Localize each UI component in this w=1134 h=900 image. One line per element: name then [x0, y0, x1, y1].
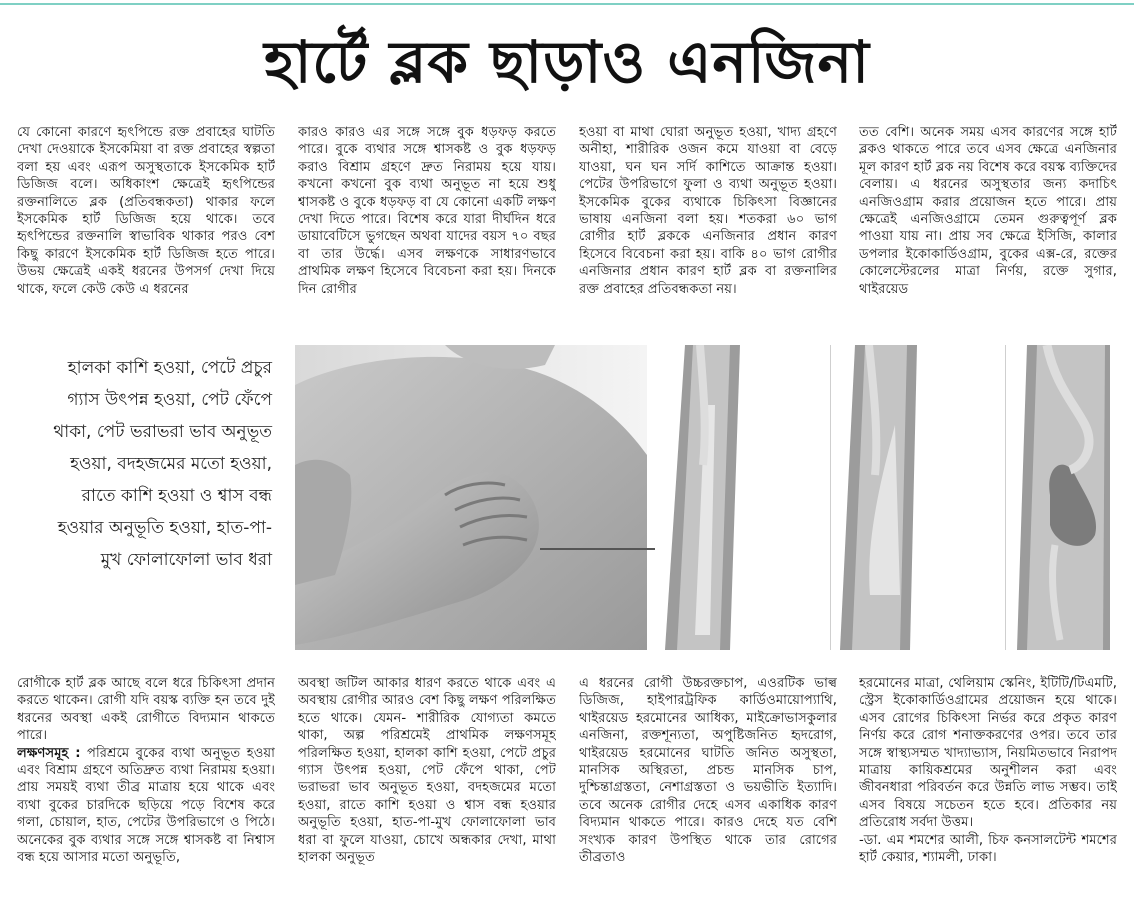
chest-pain-illustration	[295, 345, 647, 650]
article-paragraph: অবস্থা জটিল আকার ধারণ করতে থাকে এবং এ অবস্থায় রোগীর আরও বেশ কিছু লক্ষণ পরিলক্ষিত হতে থাকে। যেমন- শারীরিক যোগ্যতা কমতে থাকা, অল্প পরিশ্রমেই প্রাথমিক লক্ষণসমূহ পরিলক্ষিত হওয়া, হালকা কাশি হওয়া, পেটে প্রচুর গ্যাস উৎপন্ন হওয়া, পেট ফেঁপে থাকা, পেট ভরাভরা ভাব অনুভূত হওয়া, বদহজমের মতো হওয়া, রাতে কাশি হওয়া ও শ্বাস বন্ধ হওয়ার অনুভূতি হওয়া, হাত-পা-মুখ ফোলাফোলা ভাব ধরা বা ফুলে যাওয়া, চোখে অন্ধকার দেখা, মাথা হালকা অনুভূত	[298, 676, 556, 866]
article-paragraph: হরমোনের মাত্রা, থেলিয়াম স্কেনিং, ইটিটি/টিএমটি, স্ট্রেস ইকোকার্ডিওগ্রামের প্রয়োজন হয়ে থাকে। এসব রোগের চিকিৎসা নির্ভর করে প্রকৃত কারণ নির্ণয় করে রোগ শনাক্তকরণের ওপর। তবে তার সঙ্গে স্বাস্থ্যসম্মত খাদ্যাভ্যাস, নিয়মিতভাবে নিরাপদ মাত্রায় কায়িকশ্রমের অনুশীলন করা এবং জীবনধারা পরিবর্তন করে উন্নতি লাভ সম্ভব। তাই এসব বিষয়ে সচেতন হতে হবে। প্রতিকার নয় প্রতিরোধ সর্বদা উত্তম।	[859, 676, 1117, 831]
article-column-3	[579, 124, 837, 322]
article-column-5	[17, 675, 275, 893]
byline: -ডা. এম শমশের আলী, চিফ কনসালটেন্ট শমশের হার্ট কেয়ার, শ্যামলী, ঢাকা।	[859, 832, 1117, 866]
artery-blocked	[1017, 345, 1110, 650]
article-column-2	[298, 124, 556, 322]
article-column-6	[298, 675, 556, 893]
article-column-7	[579, 675, 837, 893]
artery-illustrations	[655, 345, 1117, 650]
article-paragraph: যে কোনো কারণে হৃৎপিন্ডে রক্ত প্রবাহের ঘাটতি দেখা দেওয়াকে ইসকেমিয়া বা রক্ত প্রবাহের স্বল্পতা বলা হয় এবং এরূপ অসুস্থতাকে ইসকেমিক হার্ট ডিজিজ বলে। অধিকাংশ ক্ষেত্রেই হৃৎপিন্ডের রক্তনালিতে ব্লক (প্রতিবন্ধকতা) থাকার ফলে ইসকেমিক হার্ট ডিজিজ হয়ে থাকে। তবে হৃৎপিন্ডের রক্তনালি স্বাভাবিক থাকার পরও বেশ কিছু কারণে ইসকেমিক হার্ট ডিজিজ হতে পারে। উভয় ক্ষেত্রেই একই ধরনের উপসর্গ দেখা দিয়ে থাকে, ফলে কেউ কেউ এ ধরনের	[17, 125, 275, 297]
article-paragraph: কারও কারও এর সঙ্গে সঙ্গে বুক ধড়ফড় করতে পারে। বুকে ব্যথার সঙ্গে শ্বাসকষ্ট ও বুক ধড়ফড় করাও বিশ্রাম গ্রহণে দ্রুত নিরাময় হয়ে যায়। কখনো কখনো বুক ব্যথা অনুভূত না হয়ে শুধু শ্বাসকষ্ট ও বুকে ধড়ফড় বা যে কোনো একটি লক্ষণ দেখা দিতে পারে। বিশেষ করে যারা দীর্ঘদিন ধরে ডায়াবেটিসে ভুগছেন অথবা যাদের বয়স ৭০ বছর বা তার উর্দ্ধে। এসব লক্ষণকে সাধারণভাবে প্রাথমিক লক্ষণ হিসেবে বিবেচনা করা হয়। দিনকে দিন রোগীর	[298, 125, 556, 297]
top-rule	[0, 3, 1134, 5]
pull-quote: হালকা কাশি হওয়া, পেটে প্রচুর গ্যাস উৎপন্ন হওয়া, পেট ফেঁপে থাকা, পেট ভরাভরা ভাব অনুভূত হওয়া, বদহজমের মতো হওয়া, রাতে কাশি হওয়া ও শ্বাস বন্ধ হওয়ার অনুভূতি হওয়া, হাত-পা-মুখ ফোলাফোলা ভাব ধরা	[53, 358, 272, 570]
article-paragraph: হওয়া বা মাথা ঘোরা অনুভূত হওয়া, খাদ্য গ্রহণে অনীহা, শারীরিক ওজন কমে যাওয়া বা বেড়ে যাওয়া, ঘন ঘন সর্দি কাশিতে আক্রান্ত হওয়া। পেটের উপরিভাগে ফুলা ও ব্যথা অনুভূত হওয়া। ইসকেমিক বুকের ব্যথাকে চিকিৎসা বিজ্ঞানের ভাষায় এনজিনা বলা হয়। শতকরা ৬০ ভাগ রোগীর হার্ট ব্লককে এনজিনার প্রধান কারণ হিসেবে বিবেচনা করা হয়। বাকি ৪০ ভাগ রোগীর এনজিনার প্রধান কারণ হার্ট ব্লক বা রক্তনালির রক্ত প্রবাহের প্রতিবন্ধকতা নয়।	[579, 125, 837, 297]
artery-diagram	[655, 345, 1117, 650]
article-paragraph: এ ধরনের রোগী উচ্চরক্তচাপ, এওরটিক ভাল্ব ডিজিজ, হাইপারট্রফিক কার্ডিওমায়োপ্যাথি, থাইরয়েড হরমোনের আধিক্য, মাইক্রোভাসকুলার এনজিনা, রক্তশূন্যতা, অপুষ্টিজনিত হৃদরোগ, থাইরয়েড হরমোনের ঘাটতি জনিত অসুস্থতা, মানসিক অস্থিরতা, প্রচন্ড মানসিক চাপ, দুশ্চিন্তাগ্রস্ততা, নেশাগ্রস্ততা ও ভয়ভীতি ইত্যাদি। তবে অনেক রোগীর দেহে এসব একাধিক কারণ বিদ্যমান থাকতে পারে। কারও দেহে যত বেশি সংখ্যক কারণ উপস্থিত থাকে তার রোগের তীব্রতাও	[579, 676, 837, 866]
chest-pain-photo	[295, 345, 647, 650]
symptoms-text: পরিশ্রমে বুকের ব্যথা অনুভূত হওয়া এবং বিশ্রাম গ্রহণে অতিদ্রুত ব্যথা নিরাময় হওয়া। প্রায় সময়ই ব্যথা তীব্র মাত্রায় হয়ে থাকে এবং ব্যথা বুকের চারদিকে ছড়িয়ে পড়ে বিশেষ করে গলা, চোয়াল, হাত, পেটের উপরিভাগে ও পিঠে। অনেকের বুক ব্যথার সঙ্গে সঙ্গে শ্বাসকষ্ট বা নিশ্বাস বন্ধ হয়ে আসার মতো অনুভূতি,	[17, 745, 275, 866]
symptoms-label: লক্ষণসমূহ :	[17, 745, 81, 761]
page-title: হার্টে ব্লক ছাড়াও এনজিনা	[264, 28, 870, 96]
article-column-8	[859, 675, 1117, 893]
pointer-line	[540, 548, 655, 550]
article-paragraph: তত বেশি। অনেক সময় এসব কারণের সঙ্গে হার্ট ব্লকও থাকতে পারে তবে এসব ক্ষেত্রে এনজিনার মূল কারণ হার্ট ব্লক নয় বিশেষ করে বয়স্ক ব্যক্তিদের বেলায়। এ ধরনের অসুস্থতার জন্য কদাচিৎ এনজিওগ্রাম করার প্রয়োজন হতে পারে। প্রায় ক্ষেত্রেই এনজিওগ্রামে তেমন গুরুত্বপূর্ণ ব্লক পাওয়া যায় না। প্রায় সব ক্ষেত্রে ইসিজি, কালার ডপলার ইকোকার্ডিওগ্রাম, বুকের এক্স-রে, রক্তের কোলেস্টেরলের মাত্রা নির্ণয়, রক্তে সুগার, থাইরয়েড	[859, 125, 1117, 297]
article-column-4	[859, 124, 1117, 322]
article-paragraph: রোগীকে হার্ট ব্লক আছে বলে ধরে চিকিৎসা প্রদান করতে থাকেন। রোগী যদি বয়স্ক ব্যক্তি হন তবে দুই ধরনের অবস্থা একই রোগীতে বিদ্যমান থাকতে পারে।	[17, 676, 275, 744]
article-column-1	[17, 124, 275, 322]
symptoms-paragraph	[17, 745, 275, 867]
